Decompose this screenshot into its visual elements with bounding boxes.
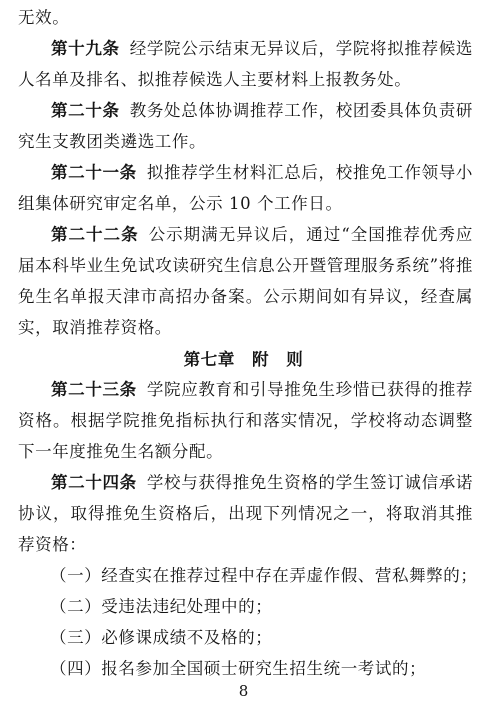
article-19 — [18, 33, 473, 95]
article-text: 拟推荐学生材料汇总后，校推免工作领导小组集体研究审定名单，公示 10 个工作日。 — [18, 163, 474, 213]
continued-text — [18, 2, 473, 33]
article-21 — [18, 157, 473, 219]
article-number: 第二十四条 — [51, 473, 137, 492]
list-item: （三）必修课成绩不及格的； — [50, 628, 273, 647]
article-23 — [18, 374, 473, 467]
article-number: 第二十一条 — [51, 163, 137, 182]
list-item: （二）受违法违纪处理中的； — [50, 597, 273, 616]
article-text: 教务处总体协调推荐工作，校团委具体负责研究生支教团类遴选工作。 — [18, 101, 474, 151]
list-item: （一）经查实在推荐过程中存在弄虚作假、营私舞弊的； — [50, 566, 478, 585]
continued-text-content: 无效。 — [18, 8, 70, 27]
article-text: 经学院公示结束无异议后，学院将拟推荐候选人名单及排名、拟推荐候选人主要材料上报教务处。 — [18, 39, 474, 89]
chapter-title: 第七章 附 则 — [183, 350, 304, 369]
article-number: 第二十二条 — [51, 225, 139, 244]
article-text: 学校与获得推免生资格的学生签订诚信承诺协议，取得推免生资格后，出现下列情况之一，将取消其推荐资格： — [18, 473, 474, 554]
article-24 — [18, 467, 473, 560]
article-number: 第十九条 — [51, 39, 120, 58]
article-text: 学院应教育和引导推免生珍惜已获得的推荐资格。根据学院推免指标执行和落实情况，学校将动态调整下一年度推免生名额分配。 — [18, 380, 474, 461]
article-20 — [18, 95, 473, 157]
article-number: 第二十条 — [51, 101, 120, 120]
list-item: （四）报名参加全国硕士研究生招生统一考试的； — [50, 659, 427, 678]
article-number: 第二十三条 — [51, 380, 137, 399]
article-text: 公示期满无异议后，通过“全国推荐优秀应届本科毕业生免试攻读研究生信息公开暨管理服务系统”将推免生名单报天津市高招办备案。公示期间如有异议，经查属实，取消推荐资格。 — [18, 225, 474, 337]
article-22 — [18, 219, 473, 343]
page-number: 8 — [238, 682, 249, 700]
